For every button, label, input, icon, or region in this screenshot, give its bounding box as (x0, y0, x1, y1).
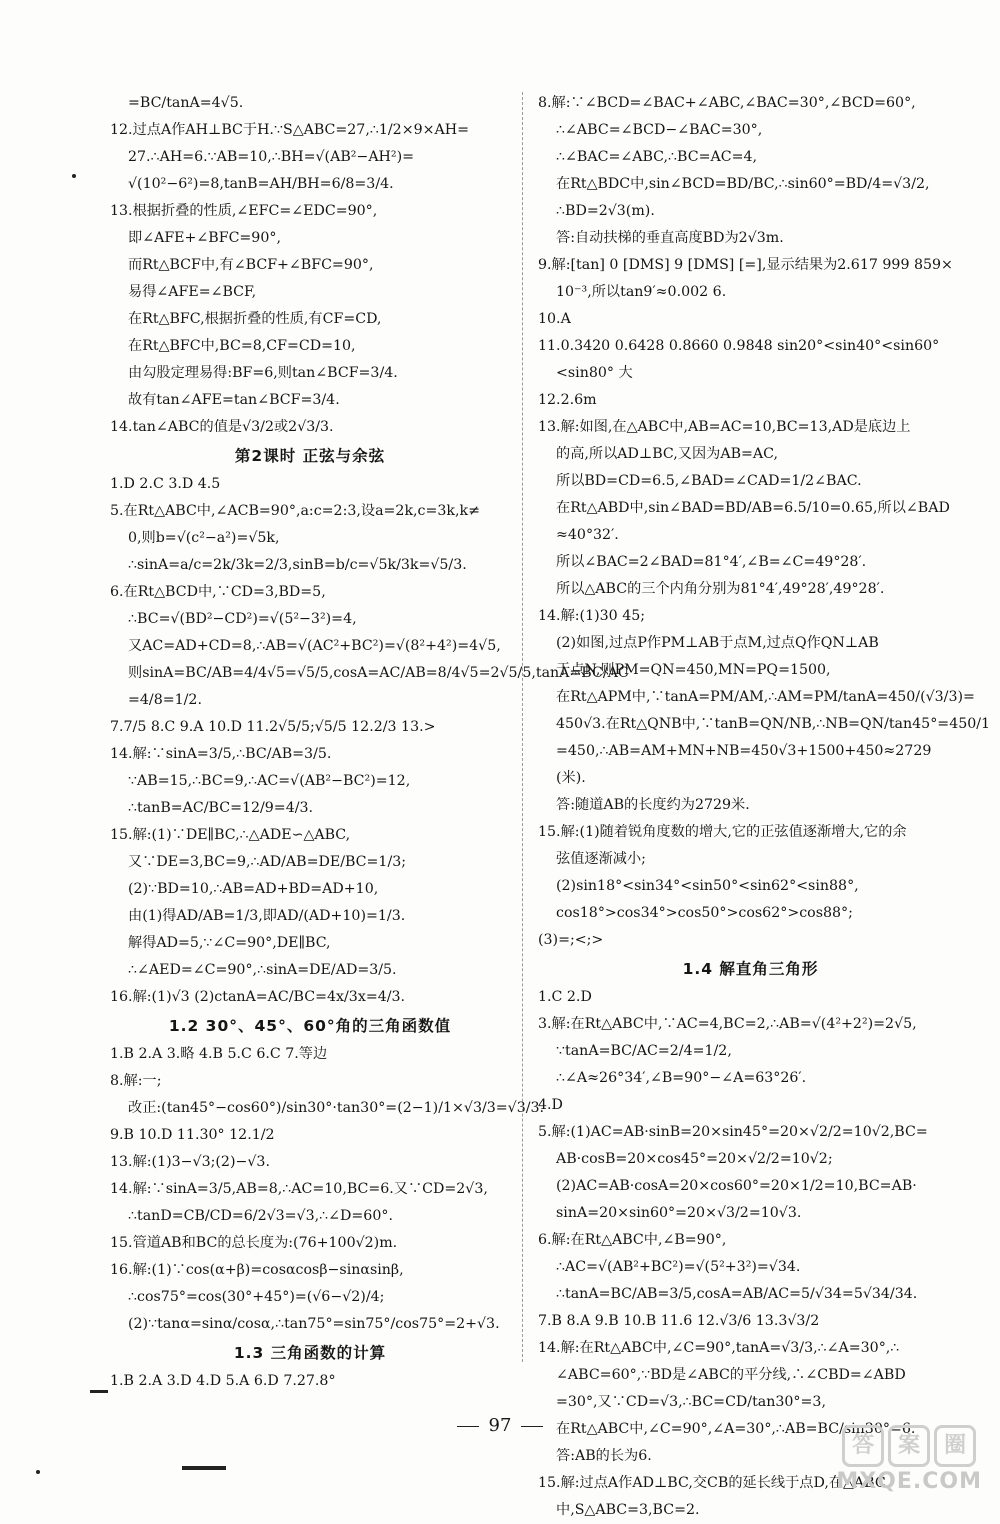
answer-line: 6.解:在Rt△ABC中,∠B=90°, (538, 1232, 727, 1248)
answer-line: 于点N,则PM=QN=450,MN=PQ=1500, (556, 662, 831, 678)
answer-line: 9.B 10.D 11.30° 12.1/2 (110, 1127, 275, 1143)
answer-line: 15.解:过点A作AD⊥BC,交CB的延长线于点D,在△ABC (538, 1475, 886, 1491)
section-heading: 1.2 30°、45°、60°角的三角函数值 (168, 1017, 452, 1035)
answer-line: 改正:(tan45°−cos60°)/sin30°·tan30°=(2−1)/1×√3/3=√3/3. (128, 1100, 545, 1116)
answer-line: cos18°>cos34°>cos50°>cos62°>cos88°; (556, 905, 853, 921)
answer-line: ∵tanA=BC/AC=2/4=1/2, (556, 1043, 732, 1059)
answer-line: 6.在Rt△BCD中,∵CD=3,BD=5, (110, 584, 326, 600)
watermark-url: MXQE.COM (836, 1469, 982, 1494)
column-divider (522, 92, 523, 1362)
answer-line: 在Rt△APM中,∵tanA=PM/AM,∴AM=PM/tanA=450/(√3/3)= (556, 689, 975, 705)
answer-line: 故有tan∠AFE=tan∠BCF=3/4. (128, 392, 340, 408)
answer-line: =450,∴AB=AM+MN+NB=450√3+1500+450≈2729 (556, 743, 932, 759)
watermark-char: 圈 (934, 1425, 976, 1467)
right-column (538, 90, 991, 1524)
answer-line: ∴tanA=BC/AB=3/5,cosA=AB/AC=5/√34=5√34/34. (556, 1286, 918, 1302)
answer-line: =4/8=1/2. (128, 692, 202, 708)
answer-line: 在Rt△ABC中,∠C=90°,∠A=30°,∴AB=BC/sin30°=6. (556, 1421, 916, 1437)
answer-line: ∴tanD=CB/CD=6/2√3=√3,∴∠D=60°. (128, 1208, 393, 1224)
answer-line: 的高,所以AD⊥BC,又因为AB=AC, (556, 446, 778, 462)
answer-line: 10⁻³,所以tan9′≈0.002 6. (556, 284, 727, 300)
answer-line: ∴BD=2√3(m). (556, 203, 655, 219)
answer-line: 而Rt△BCF中,有∠BCF+∠BFC=90°, (128, 257, 374, 273)
answer-line: 8.解:∵∠BCD=∠BAC+∠ABC,∠BAC=30°,∠BCD=60°, (538, 95, 916, 111)
answer-line: 15.解:(1)∵DE∥BC,∴△ADE∽△ABC, (110, 827, 351, 843)
answer-line: 14.解:∵sinA=3/5,AB=8,∴AC=10,BC=6.又∵CD=2√3, (110, 1181, 488, 1197)
answer-line: 5.解:(1)AC=AB·sinB=20×sin45°=20×√2/2=10√2,BC= (538, 1124, 928, 1140)
answer-line: ∴∠A≈26°34′,∠B=90°−∠A=63°26′. (556, 1070, 807, 1086)
section-heading: 1.4 解直角三角形 (682, 960, 819, 978)
answer-line: (2)AC=AB·cosA=20×cos60°=20×1/2=10,BC=AB· (556, 1178, 917, 1194)
answer-line: 又∵DE=3,BC=9,∴AD/AB=DE/BC=1/3; (128, 854, 407, 870)
answer-line: ∴∠ABC=∠BCD−∠BAC=30°, (556, 122, 763, 138)
footer-dash-left (457, 1426, 479, 1427)
answer-line: 所以△ABC的三个内角分别为81°4′,49°28′,49°28′. (556, 581, 885, 597)
answer-line: (2)∵BD=10,∴AB=AD+BD=AD+10, (128, 881, 379, 897)
scan-mark (72, 174, 76, 178)
answer-line: 10.A (538, 311, 571, 327)
answer-line: 4.D (538, 1097, 563, 1113)
answer-line: 9.解:[tan] 0 [DMS] 9 [DMS] [=],显示结果为2.617 999 859× (538, 257, 953, 273)
scan-mark (90, 1390, 108, 1393)
answer-line: 16.解:(1)∵cos(α+β)=cosαcosβ−sinαsinβ, (110, 1262, 404, 1278)
answer-line: 15.解:(1)随着锐角度数的增大,它的正弦值逐渐增大,它的余 (538, 824, 907, 840)
answer-line: ∴∠BAC=∠ABC,∴BC=AC=4, (556, 149, 757, 165)
answer-line: 13.根据折叠的性质,∠EFC=∠EDC=90°, (110, 203, 378, 219)
answer-line: 答:AB的长为6. (556, 1448, 652, 1464)
answer-line: =BC/tanA=4√5. (128, 95, 244, 111)
answer-line: √(10²−6²)=8,tanB=AH/BH=6/8=3/4. (128, 176, 394, 192)
answer-line: 12.2.6m (538, 392, 597, 408)
scan-mark (36, 1470, 40, 1474)
answer-line: 答:随道AB的长度约为2729米. (556, 797, 750, 813)
answer-line: 14.解:在Rt△ABC中,∠C=90°,tanA=√3/3,∴∠A=30°,∴ (538, 1340, 900, 1356)
footer-dash-right (521, 1426, 543, 1427)
watermark (836, 1425, 982, 1494)
answer-line: 5.在Rt△ABC中,∠ACB=90°,a:c=2:3,设a=2k,c=3k,k≠ (110, 503, 480, 519)
answer-line: ∴∠AED=∠C=90°,∴sinA=DE/AD=3/5. (128, 962, 397, 978)
watermark-char: 答 (842, 1425, 884, 1467)
answer-line: 16.解:(1)√3 (2)ctanA=AC/BC=4x/3x=4/3. (110, 989, 406, 1005)
answer-line: sinA=20×sin60°=20×√3/2=10√3. (556, 1205, 802, 1221)
answer-line: 解得AD=5,∵∠C=90°,DE∥BC, (128, 935, 331, 951)
answer-line: (2)sin18°<sin34°<sin50°<sin62°<sin88°, (556, 878, 859, 894)
answer-line: 27.∴AH=6.∵AB=10,∴BH=√(AB²−AH²)= (128, 149, 415, 165)
answer-line: 易得∠AFE=∠BCF, (128, 284, 257, 300)
answer-line: 11.0.3420 0.6428 0.8660 0.9848 sin20°<sin40°<sin60° (538, 338, 940, 354)
answer-line: 1.B 2.A 3.D 4.D 5.A 6.D 7.27.8° (110, 1373, 336, 1389)
answer-line: 13.解:(1)3−√3;(2)−√3. (110, 1154, 270, 1170)
answer-line: ∵AB=15,∴BC=9,∴AC=√(AB²−BC²)=12, (128, 773, 411, 789)
answer-line: 1.D 2.C 3.D 4.5 (110, 476, 221, 492)
answer-line: 则sinA=BC/AB=4/4√5=√5/5,cosA=AC/AB=8/4√5=2√5/5,tanA=BC/AC (128, 665, 629, 681)
section-heading: 第2课时 正弦与余弦 (234, 447, 386, 465)
answer-line: 即∠AFE+∠BFC=90°, (128, 230, 281, 246)
answer-line: 7.B 8.A 9.B 10.B 11.6 12.√3/6 13.3√3/2 (538, 1313, 820, 1329)
answer-line: 13.解:如图,在△ABC中,AB=AC=10,BC=13,AD是底边上 (538, 419, 911, 435)
answer-line: 由(1)得AD/AB=1/3,即AD/(AD+10)=1/3. (128, 908, 406, 924)
page-number: 97 (488, 1415, 512, 1436)
answer-line: ∴BC=√(BD²−CD²)=√(5²−3²)=4, (128, 611, 357, 627)
answer-line: 答:自动扶梯的垂直高度BD为2√3m. (556, 230, 784, 246)
answer-line: (2)∵tanα=sinα/cosα,∴tan75°=sin75°/cos75°=2+√3. (128, 1316, 500, 1332)
answer-line: 在Rt△BDC中,sin∠BCD=BD/BC,∴sin60°=BD/4=√3/2, (556, 176, 930, 192)
scan-mark (182, 1466, 226, 1470)
answer-line: 450√3.在Rt△QNB中,∵tanB=QN/NB,∴NB=QN/tan45°=450/1 (556, 716, 991, 732)
answer-line: 中,S△ABC=3,BC=2. (556, 1502, 700, 1518)
section-heading: 1.3 三角函数的计算 (233, 1344, 387, 1362)
answer-line: 8.解:一; (110, 1073, 162, 1089)
answer-line: 14.tan∠ABC的值是√3/2或2√3/3. (110, 419, 334, 435)
watermark-char: 案 (888, 1425, 930, 1467)
answer-line: <sin80° 大 (556, 365, 633, 381)
answer-line: 由勾股定理易得:BF=6,则tan∠BCF=3/4. (128, 365, 398, 381)
answer-line: ∴cos75°=cos(30°+45°)=(√6−√2)/4; (128, 1289, 385, 1305)
answer-line: 在Rt△BFC中,BC=8,CF=CD=10, (128, 338, 356, 354)
answer-line: 15.管道AB和BC的总长度为:(76+100√2)m. (110, 1235, 398, 1251)
answer-line: 3.解:在Rt△ABC中,∵AC=4,BC=2,∴AB=√(4²+2²)=2√5, (538, 1016, 917, 1032)
answer-line: (3)=;<;> (538, 932, 604, 948)
watermark-logo (836, 1425, 982, 1467)
answer-line: ∠ABC=60°,∵BD是∠ABC的平分线,∴∠CBD=∠ABD (556, 1367, 906, 1383)
answer-line: 14.解:∵sinA=3/5,∴BC/AB=3/5. (110, 746, 332, 762)
answer-line: 0,则b=√(c²−a²)=√5k, (128, 530, 280, 546)
answer-line: 在Rt△ABD中,sin∠BAD=BD/AB=6.5/10=0.65,所以∠BAD (556, 500, 950, 516)
answer-line: ∴tanB=AC/BC=12/9=4/3. (128, 800, 314, 816)
answer-line: 又AC=AD+CD=8,∴AB=√(AC²+BC²)=√(8²+4²)=4√5, (128, 638, 501, 654)
answer-line: 14.解:(1)30 45; (538, 608, 646, 624)
answer-line: 12.过点A作AH⊥BC于H.∵S△ABC=27,∴1/2×9×AH= (110, 122, 470, 138)
answer-line: ≈40°32′. (556, 527, 619, 543)
answer-line: 所以BD=CD=6.5,∠BAD=∠CAD=1/2∠BAC. (556, 473, 862, 489)
answer-line: =30°,又∵CD=√3,∴BC=CD/tan30°=3, (556, 1394, 826, 1410)
answer-line: 1.B 2.A 3.略 4.B 5.C 6.C 7.等边 (110, 1046, 328, 1062)
answer-line: (米). (556, 770, 586, 786)
answer-line: 所以∠BAC=2∠BAD=81°4′,∠B=∠C=49°28′. (556, 554, 867, 570)
answer-line: 在Rt△BFC,根据折叠的性质,有CF=CD, (128, 311, 382, 327)
answer-line: AB·cosB=20×cos45°=20×√2/2=10√2; (556, 1151, 833, 1167)
answer-line: 1.C 2.D (538, 989, 592, 1005)
answer-line: ∴AC=√(AB²+BC²)=√(5²+3²)=√34. (556, 1259, 801, 1275)
answer-line: 7.7/5 8.C 9.A 10.D 11.2√5/5;√5/5 12.2/3 13.> (110, 719, 436, 735)
answer-line: 弦值逐渐减小; (556, 851, 646, 867)
answer-line: ∴sinA=a/c=2k/3k=2/3,sinB=b/c=√5k/3k=√5/3. (128, 557, 467, 573)
answer-line: (2)如图,过点P作PM⊥AB于点M,过点Q作QN⊥AB (556, 635, 879, 651)
